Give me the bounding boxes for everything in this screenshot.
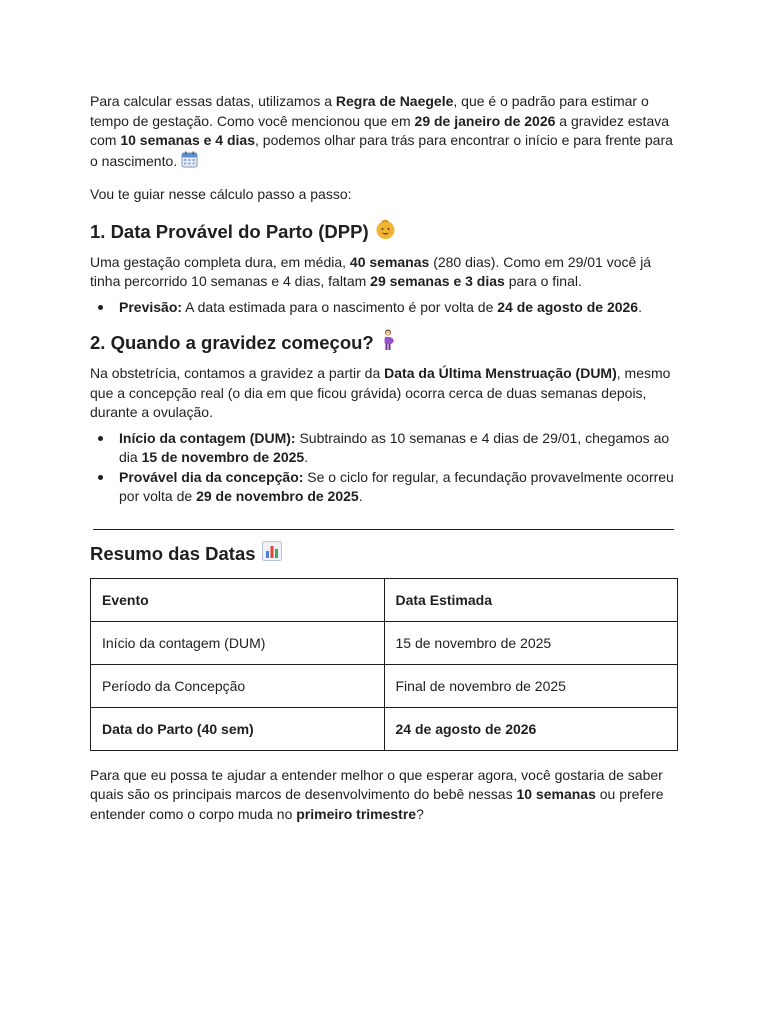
bar-chart-icon — [262, 541, 282, 567]
text: A data estimada para o nascimento é por volta de — [182, 298, 498, 315]
heading-text: 2. Quando a gravidez começou? — [90, 332, 374, 353]
text: ? — [416, 805, 424, 822]
calendar-icon — [181, 151, 198, 174]
text: Na obstetrícia, contamos a gravidez a partir da — [90, 365, 385, 381]
table-cell: Final de novembro de 2025 — [384, 664, 678, 707]
bold-text: 10 semanas e 4 dias — [120, 132, 255, 148]
intro-paragraph — [90, 92, 680, 173]
list-item — [90, 429, 680, 468]
horizontal-divider — [93, 529, 674, 530]
text: para o final. — [504, 273, 582, 289]
table-cell: Período da Concepção — [91, 664, 385, 707]
section-heading-dpp — [90, 219, 680, 246]
bold-text: Início da contagem (DUM): — [119, 429, 296, 446]
pregnant-woman-icon — [380, 329, 398, 357]
closing-paragraph — [90, 766, 680, 825]
heading-text: 1. Data Provável do Parto (DPP) — [90, 221, 369, 242]
text: . — [638, 298, 642, 315]
bold-text: 40 semanas — [349, 253, 430, 270]
bold-text: Previsão: — [119, 298, 183, 315]
section-heading-summary — [90, 541, 680, 567]
bold-text: 29 de janeiro de 2026 — [414, 112, 556, 129]
text: , que é o padrão para estimar o tempo de gestação. Como você mencionou que em — [90, 93, 649, 129]
table-row — [91, 664, 678, 707]
table-header-cell: Data Estimada — [384, 578, 678, 621]
conception-paragraph — [90, 364, 680, 423]
guide-paragraph: Vou te guiar nesse cálculo passo a passo: — [90, 186, 352, 202]
section-heading-conception — [90, 329, 680, 357]
table-cell: 24 de agosto de 2026 — [384, 707, 678, 750]
dpp-list — [90, 298, 680, 318]
baby-face-icon — [375, 219, 396, 246]
text: . — [358, 488, 363, 504]
bold-text: Provável dia da concepção: — [119, 468, 304, 485]
bold-text: 15 de novembro de 2025 — [141, 449, 305, 465]
list-item — [90, 468, 680, 507]
bold-text: Data da Última Menstruação (DUM) — [384, 365, 617, 381]
table-cell: Data do Parto (40 sem) — [91, 707, 385, 750]
bold-text: 10 semanas — [516, 786, 596, 802]
table-cell: Início da contagem (DUM) — [91, 621, 385, 664]
text: ou prefere entender como o corpo muda no — [90, 786, 664, 822]
bold-text: 29 semanas e 3 dias — [370, 273, 505, 289]
text: Para que eu possa te ajudar a entender melhor o que esperar agora, você gostaria de saber quais são os principais marcos de desenvolvimento do bebê nessas — [90, 766, 663, 802]
conception-list — [90, 429, 680, 507]
bold-text: Regra de Naegele — [335, 93, 454, 109]
bold-text: primeiro trimestre — [296, 805, 417, 822]
summary-table — [90, 578, 678, 751]
table-cell: 15 de novembro de 2025 — [384, 621, 678, 664]
bullet-icon — [98, 436, 103, 441]
document-body — [90, 92, 680, 824]
text: , podemos olhar para trás para encontrar o início e para frente para o nascimento. — [90, 132, 673, 169]
text: Se o ciclo for regular, a fecundação provavelmente ocorreu por volta de — [119, 468, 674, 504]
bold-text: 24 de agosto de 2026 — [497, 298, 639, 315]
heading-text: Resumo das Datas — [90, 542, 256, 564]
text: Uma gestação completa dura, em média, — [90, 253, 350, 270]
text: Subtraindo as 10 semanas e 4 dias de 29/01, chegamos ao dia — [119, 429, 670, 465]
bold-text: 29 de novembro de 2025 — [196, 488, 359, 504]
table-header-row — [91, 578, 678, 621]
table-row — [91, 707, 678, 750]
list-item — [90, 298, 680, 318]
text: Para calcular essas datas, utilizamos a — [90, 93, 336, 109]
text: a gravidez estava com — [90, 112, 670, 148]
table-header-cell: Evento — [91, 578, 385, 621]
text: , mesmo que a concepção real (o dia em que ficou grávida) ocorra cerca de duas semanas depois, durante a ovulação. — [90, 365, 671, 420]
text: (280 dias). Como em 29/01 você já tinha percorrido 10 semanas e 4 dias, faltam — [90, 253, 652, 289]
dpp-paragraph — [90, 253, 680, 292]
text: . — [304, 449, 309, 465]
bullet-icon — [98, 475, 103, 480]
bullet-icon — [98, 305, 103, 310]
table-row — [91, 621, 678, 664]
